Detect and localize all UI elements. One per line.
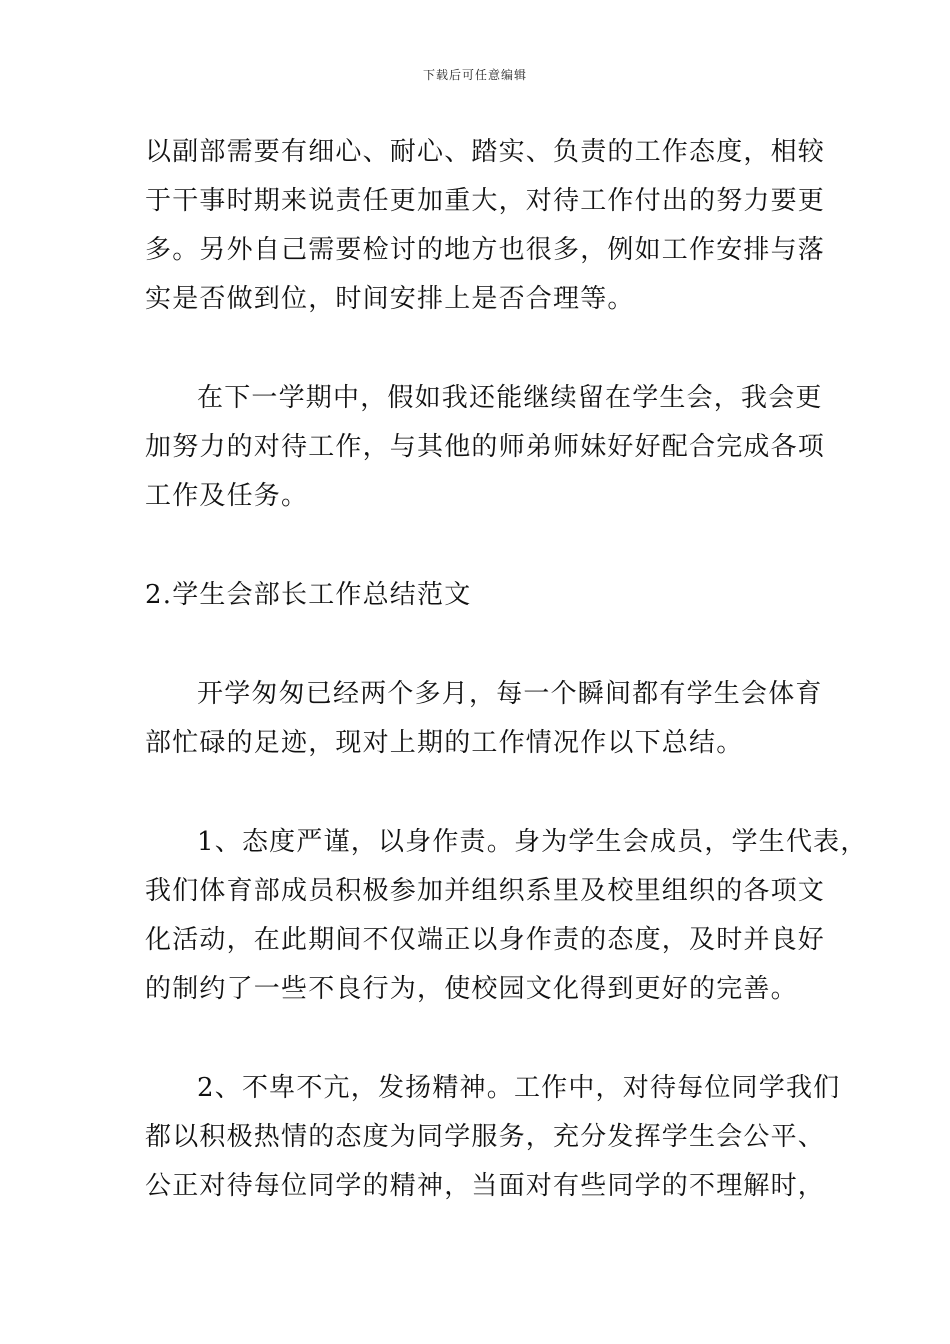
- text-line: 部忙碌的足迹，现对上期的工作情况作以下总结。: [145, 728, 744, 758]
- text-line: 公正对待每位同学的精神，当面对有些同学的不理解时，: [145, 1171, 826, 1201]
- paragraph-gap: [145, 768, 835, 818]
- paragraph-2: [145, 374, 835, 521]
- paragraph-1: [145, 128, 835, 324]
- paragraph-5: [145, 1064, 841, 1211]
- paragraph-gap: [145, 620, 835, 670]
- text-line: 于干事时期来说责任更加重大，对待工作付出的努力要更: [145, 186, 826, 216]
- paragraph-gap: [145, 324, 835, 374]
- header-note: 下载后可任意编辑: [422, 68, 527, 82]
- text-line: 化活动，在此期间不仅端正以身作责的态度，及时并良好: [145, 925, 826, 955]
- text-line: 以副部需要有细心、耐心、踏实、负责的工作态度，相较: [145, 137, 826, 167]
- text-line: 2、不卑不亢，发扬精神。工作中，对待每位同学我们: [197, 1073, 841, 1103]
- paragraph-gap: [145, 521, 835, 571]
- paragraph-4: [145, 818, 868, 1014]
- text-line: 多。另外自己需要检讨的地方也很多，例如工作安排与落: [145, 235, 826, 265]
- document-body: [145, 128, 868, 1211]
- text-line: 加努力的对待工作，与其他的师弟师妹好好配合完成各项: [145, 432, 826, 462]
- text-line: 实是否做到位，时间安排上是否合理等。: [145, 284, 635, 314]
- text-line: 工作及任务。: [145, 481, 309, 511]
- text-line: 1、态度严谨，以身作责。身为学生会成员，学生代表，: [197, 827, 868, 857]
- text-line: 的制约了一些不良行为，使校园文化得到更好的完善。: [145, 974, 798, 1004]
- section-heading: 2.学生会部长工作总结范文: [145, 580, 472, 610]
- text-line: 都以积极热情的态度为同学服务，充分发挥学生会公平、: [145, 1122, 826, 1152]
- paragraph-3: [145, 670, 835, 768]
- text-line: 我们体育部成员积极参加并组织系里及校里组织的各项文: [145, 876, 826, 906]
- paragraph-gap: [145, 1014, 835, 1064]
- text-line: 开学匆匆已经两个多月，每一个瞬间都有学生会体育: [197, 679, 823, 709]
- text-line: 在下一学期中，假如我还能继续留在学生会，我会更: [197, 383, 823, 413]
